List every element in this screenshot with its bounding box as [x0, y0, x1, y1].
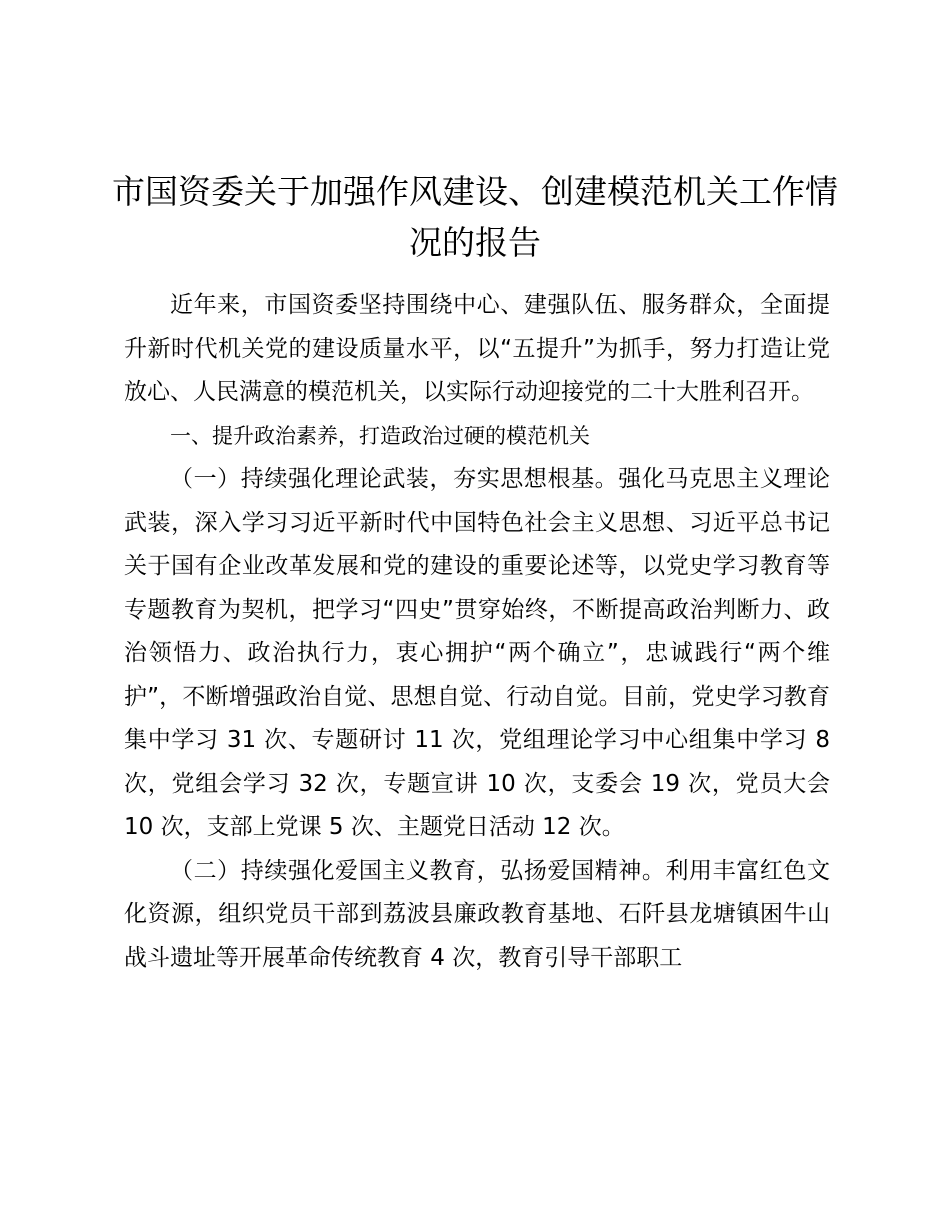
- subsection-paragraph-2: （二）持续强化爱国主义教育，弘扬爱国精神。利用丰富红色文化资源，组织党员干部到荔波县廉政教育基地、石阡县龙塘镇困牛山战斗遗址等开展革命传统教育 4 次，教育引导干部职工: [124, 857, 830, 971]
- document-title: 市国资委关于加强作风建设、创建模范机关工作情况的报告: [112, 172, 838, 262]
- subsection-paragraph-1: （一）持续强化理论武装，夯实思想根基。强化马克思主义理论武装，深入学习习近平新时代中国特色社会主义思想、习近平总书记关于国有企业改革发展和党的建设的重要论述等，以党史学习教育等专题教育为契机，把学习“四史”贯穿始终，不断提高政治判断力、政治领悟力、政治执行力，衷心拥护“两个确立”，忠诚践行“两个维护”，不断增强政治自觉、思想自觉、行动自觉。目前，党史学习教育集中学习 31 次、专题研讨 11 次，党组理论学习中心组集中学习 8 次，党组会学习 32 次，专题宣讲 10 次，支委会 19 次，党员大会 10 次，支部上党课 5 次、主题党日活动 12 次。: [124, 466, 830, 840]
- intro-paragraph: 近年来，市国资委坚持围绕中心、建强队伍、服务群众，全面提升新时代机关党的建设质量水平，以“五提升”为抓手，努力打造让党放心、人民满意的模范机关，以实际行动迎接党的二十大胜利召开。: [124, 292, 830, 405]
- document-body: [124, 284, 830, 980]
- section-heading-1: 一、提升政治素养，打造政治过硬的模范机关: [170, 423, 590, 448]
